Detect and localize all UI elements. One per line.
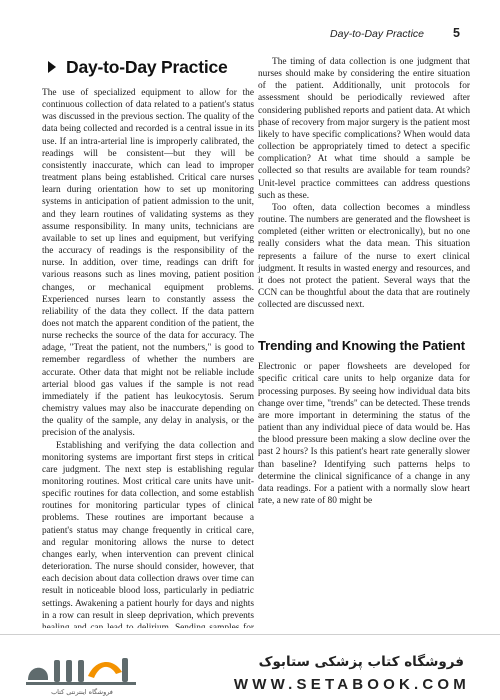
- running-head: Day-to-Day Practice: [330, 28, 424, 40]
- text-column-right: [258, 56, 470, 507]
- page-number: 5: [453, 26, 460, 40]
- logo-tagline: فروشگاه اینترنتی کتاب: [51, 688, 113, 696]
- paragraph: Electronic or paper flowsheets are developed for specific critical care units to help organize data for processing purposes. By seeing how individual data bits change over time, "trends" can be detected. These trends are more important in determining the status of the patient than any individual piece of data would be. Has the blood pressure been making a slow decline over the past 2 hours? Is this patient's heart rate generally slower than baseline? Identifying such patterns helps to determine the clinical significance of a change in any data readings. For a patient with a normally slow heart rate, a new rate of 80 might be: [258, 362, 470, 506]
- section-heading-day-to-day: [42, 56, 254, 78]
- setabook-logo: [18, 650, 146, 696]
- paragraph: The timing of data collection is one judgment that nurses should make by considering the entire situation of the patient. Additionally, unit protocols for assessment should be periodically reviewed after considering published reports and patient data. At which phase of recovery from major surgery is the patient most likely to have specific complications? When would data collection be appropriately timed to detect a specific complication? At what time should a sample be collected so that results are available for team rounds? Unit-level practice committees can address questions such as these.: [258, 57, 470, 201]
- paragraph: Too often, data collection becomes a mindless routine. The numbers are generated and the flowsheet is completed (either written or electronically), but no one really considers what the data mean. This situation represents a failure of the nurse to exert clinical judgment. It results in wasted energy and resources, and it does not protect the patient. Several ways that the CCN can be thoughtful about the data that are routinely collected are discussed next.: [258, 202, 470, 311]
- page-header: [0, 26, 500, 44]
- footer-divider: [0, 634, 500, 635]
- paragraph: Establishing and verifying the data collection and monitoring systems are important first steps in critical care judgment. The next step is establishing regular monitoring routines. Most critical care units have unit-specific routines for data collection, and some establish routines for monitoring particular types of clinical problems. These routines are important because a patient's status may change frequently in critical care, and regular monitoring allows the nurse to detect changes early, when intervention can prevent clinical deterioration. The nurse should consider, however, that each decision about data collection draws over time can result in noticeable blood loss, particularly in pediatric settings. Awakening a patient hourly for days and nights in a row can result in sleep deprivation, which prevents: [42, 440, 254, 621]
- play-arrow-icon: [48, 61, 56, 73]
- section-heading-trending: Trending and Knowing the Patient: [258, 338, 465, 354]
- store-name: فروشگاه کتاب پزشکی ستابوک: [258, 654, 464, 670]
- website-url: WWW.SETABOOK.COM: [233, 676, 470, 693]
- page-footer-banner: [0, 628, 500, 700]
- text-column-left: [42, 56, 254, 658]
- section-title: Day-to-Day Practice: [66, 57, 228, 77]
- paragraph: The use of specialized equipment to allow for the continuous collection of data related to a patient's status was discussed in the previous section. The quality of the data being collected and recorded is a central issue in its use. If an intra-arterial line is improperly calibrated, the readings will be consistent—but they will be consistently inaccurate, which can lead to improper treatment plans being established. Critical care nurses learn during orientation how to set up monitoring systems in anticipation of patient admission to the unit, and they learn routines of validating systems as they assume responsibility. In many units, technicians are available to set up lines and equipment, but verifying the accuracy of readings is the responsibility of the nurse. In addition, over time, readings can drift for various reasons such as lines moving, patient position changes, or mechanical equipment problems. Experienced nurses learn to constantly assess the reliability of the data they collect. If the data pattern does not match the apparent condition of the patient, the nurse rechecks the source of the data for accuracy. The adage, "Treat the patient, not the numbers," is good to remember regardless of whether the numbers are accurate. Other data that might not be reliable include arterial blood gas values if the sample is not read immediately if the patient has leukocytosis. Serum chemistry values may also be inaccurate depending on the quality of the sample, any delay in analysis, or the precision of the analysis.: [42, 88, 254, 439]
